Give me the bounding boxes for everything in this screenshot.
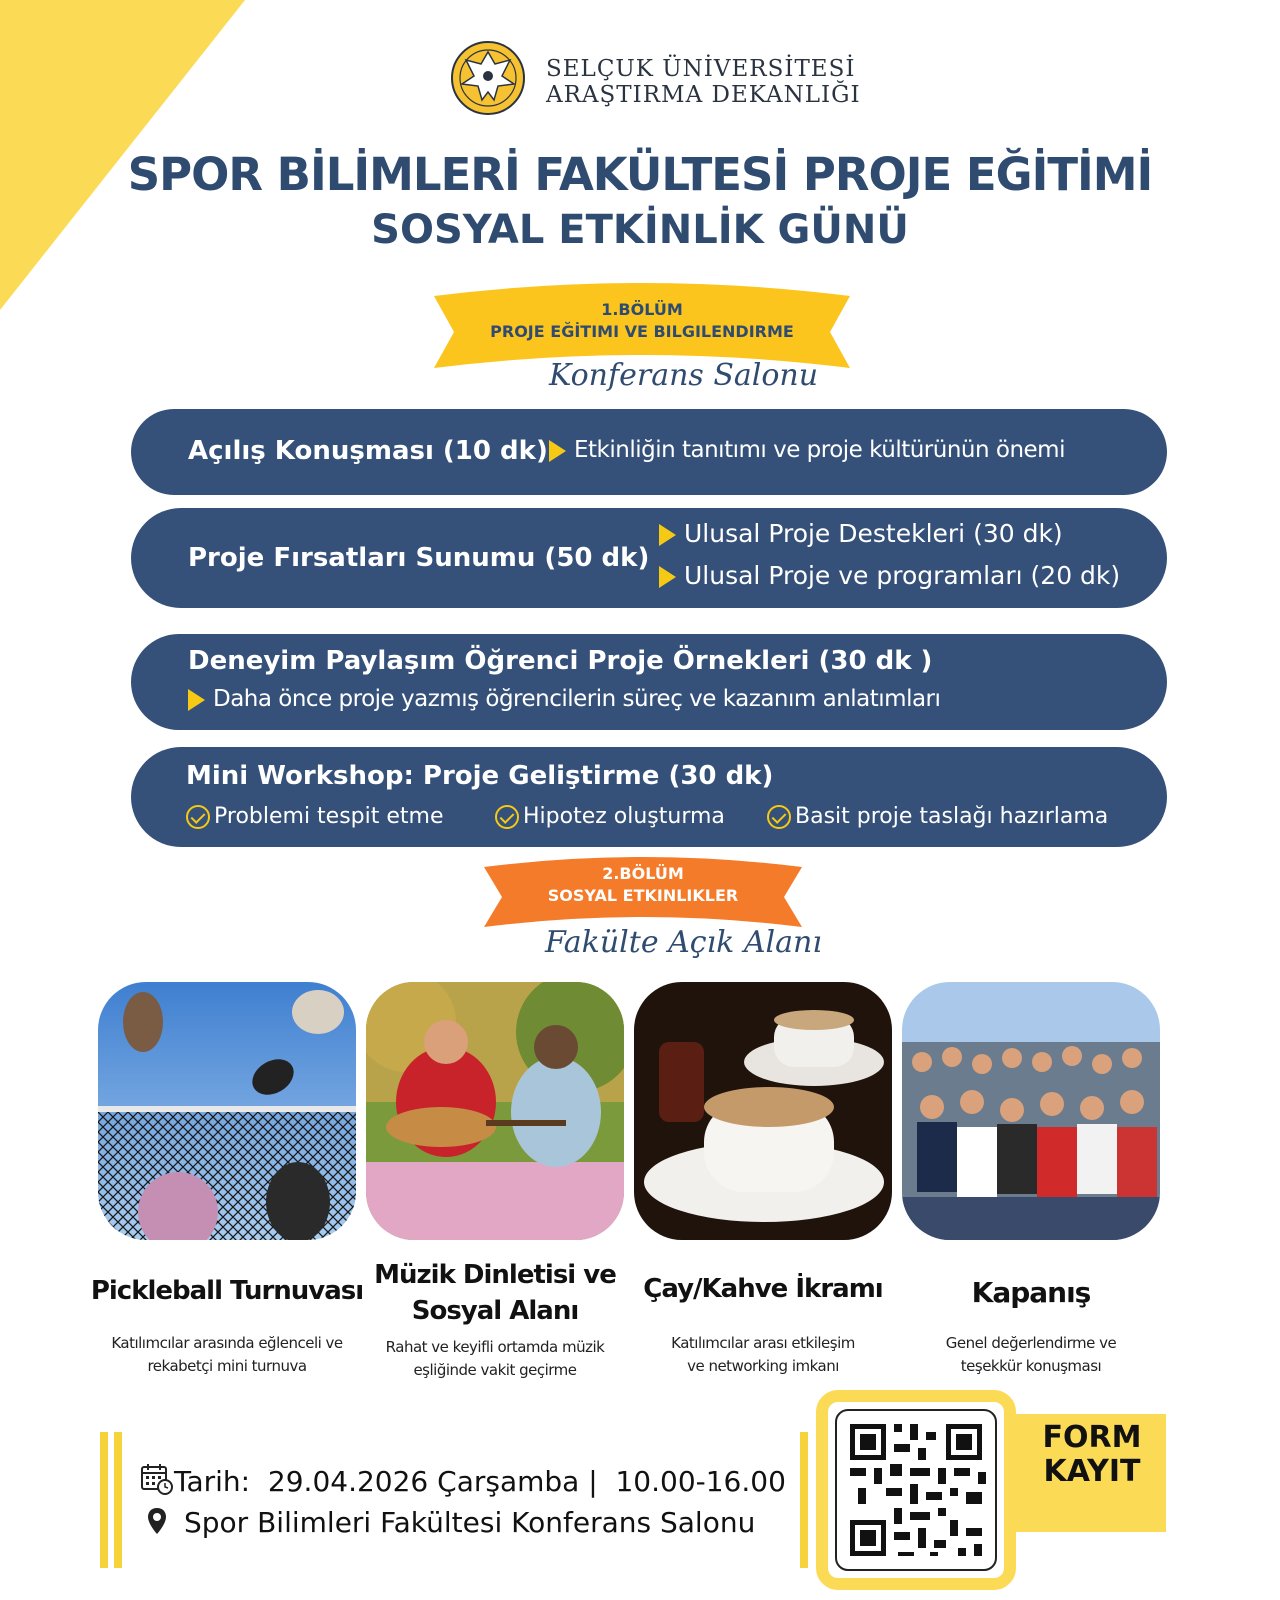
workshop-step: Basit proje taslağı hazırlama xyxy=(795,804,1109,829)
agenda-item-title: Proje Fırsatları Sunumu (50 dk) xyxy=(188,543,650,573)
time-value: 10.00-16.00 xyxy=(615,1465,786,1498)
closing-crowd-photo xyxy=(902,982,1160,1240)
arrow-icon xyxy=(188,689,205,711)
activity-desc-line: rekabetçi mini turnuva xyxy=(147,1357,307,1375)
agenda-item-title: Mini Workshop: Proje Geliştirme (30 dk) xyxy=(186,761,774,791)
activity-desc-line: teşekkür konuşması xyxy=(960,1357,1102,1375)
agenda-item-workshop xyxy=(131,747,1167,847)
activity-title-pickleball: Pickleball Turnuvası xyxy=(90,1276,364,1306)
activity-title-coffee: Çay/Kahve İkramı xyxy=(643,1274,883,1304)
activity-title-closing: Kapanış xyxy=(971,1276,1091,1309)
location-pin-icon xyxy=(146,1507,168,1535)
event-location xyxy=(146,1506,755,1539)
date-label: Tarih: xyxy=(174,1465,251,1498)
form-label-line1: FORM xyxy=(1042,1420,1142,1455)
activity-desc-closing xyxy=(886,1332,1176,1378)
agenda-subitem: Ulusal Proje ve programları (20 dk) xyxy=(684,561,1121,590)
arrow-icon xyxy=(659,566,676,588)
event-date-time xyxy=(140,1462,786,1498)
activity-desc-line: eşliğinde vakit geçirme xyxy=(413,1361,577,1379)
workshop-step: Problemi tespit etme xyxy=(214,804,444,829)
agenda-item-detail: Daha önce proje yazmış öğrencilerin süreç ve kazanım anlatımları xyxy=(213,686,941,712)
coffee-photo xyxy=(634,982,892,1240)
section2-label: 2.BÖLÜM xyxy=(602,864,684,883)
page-title: SPOR BİLİMLERİ FAKÜLTESİ PROJE EĞİTİMİ xyxy=(127,148,1153,201)
pickleball-photo xyxy=(98,982,356,1240)
university-seal-icon xyxy=(448,38,528,118)
calendar-clock-icon xyxy=(140,1462,174,1496)
agenda-subitem: Ulusal Proje Destekleri (30 dk) xyxy=(684,519,1063,548)
agenda-item-detail: Etkinliğin tanıtımı ve proje kültürünün önemi xyxy=(574,437,1065,463)
qr-code-icon[interactable] xyxy=(828,1402,1004,1578)
agenda-item-title: Deneyim Paylaşım Öğrenci Proje Örnekleri (30 dk ) xyxy=(188,646,933,676)
decorative-bar xyxy=(800,1432,808,1568)
activity-title-line: Sosyal Alanı xyxy=(411,1296,579,1326)
arrow-icon xyxy=(549,440,566,462)
separator: | xyxy=(588,1465,598,1498)
section1-title: PROJE EĞİTIMI VE BILGILENDIRME xyxy=(490,322,794,341)
agenda-item-title: Açılış Konuşması (10 dk) xyxy=(188,436,548,466)
section1-venue: Konferans Salonu xyxy=(549,358,819,393)
university-name: SELÇUK ÜNİVERSİTESİ xyxy=(546,56,856,82)
form-label-line2: KAYIT xyxy=(1043,1454,1141,1489)
check-circle-icon xyxy=(186,805,210,829)
section2-ribbon xyxy=(484,851,802,933)
section1-label: 1.BÖLÜM xyxy=(601,300,683,319)
check-circle-icon xyxy=(767,805,791,829)
department-name: ARAŞTIRMA DEKANLIĞI xyxy=(546,82,861,108)
music-photo xyxy=(366,982,624,1240)
activity-title-music xyxy=(350,1257,640,1329)
agenda-item-opening xyxy=(131,409,1167,495)
date-value: 29.04.2026 Çarşamba xyxy=(267,1465,580,1498)
workshop-step: Hipotez oluşturma xyxy=(523,804,725,829)
activity-desc-line: Rahat ve keyifli ortamda müzik xyxy=(385,1338,605,1356)
activity-desc-line: Katılımcılar arası etkileşim xyxy=(671,1334,855,1352)
decorative-bar xyxy=(100,1432,108,1568)
qr-code-frame[interactable] xyxy=(816,1390,1016,1590)
section2-venue: Fakülte Açık Alanı xyxy=(545,925,822,960)
activity-desc-line: Katılımcılar arasında eğlenceli ve xyxy=(111,1334,343,1352)
activity-desc-coffee xyxy=(618,1332,908,1378)
page-subtitle: SOSYAL ETKİNLİK GÜNÜ xyxy=(371,207,909,253)
section2-title: SOSYAL ETKINLIKLER xyxy=(547,886,739,905)
check-circle-icon xyxy=(495,805,519,829)
arrow-icon xyxy=(659,524,676,546)
agenda-item-opportunities xyxy=(131,508,1167,608)
agenda-item-experience xyxy=(131,634,1167,730)
activity-desc-music xyxy=(350,1336,640,1382)
activity-desc-line: ve networking imkanı xyxy=(687,1357,839,1375)
activity-desc-line: Genel değerlendirme ve xyxy=(945,1334,1117,1352)
university-logo xyxy=(448,38,888,118)
activity-title-line: Müzik Dinletisi ve xyxy=(374,1260,616,1290)
activity-desc-pickleball xyxy=(82,1332,372,1378)
location-text: Spor Bilimleri Fakültesi Konferans Salonu xyxy=(184,1506,756,1539)
decorative-bar xyxy=(114,1432,122,1568)
